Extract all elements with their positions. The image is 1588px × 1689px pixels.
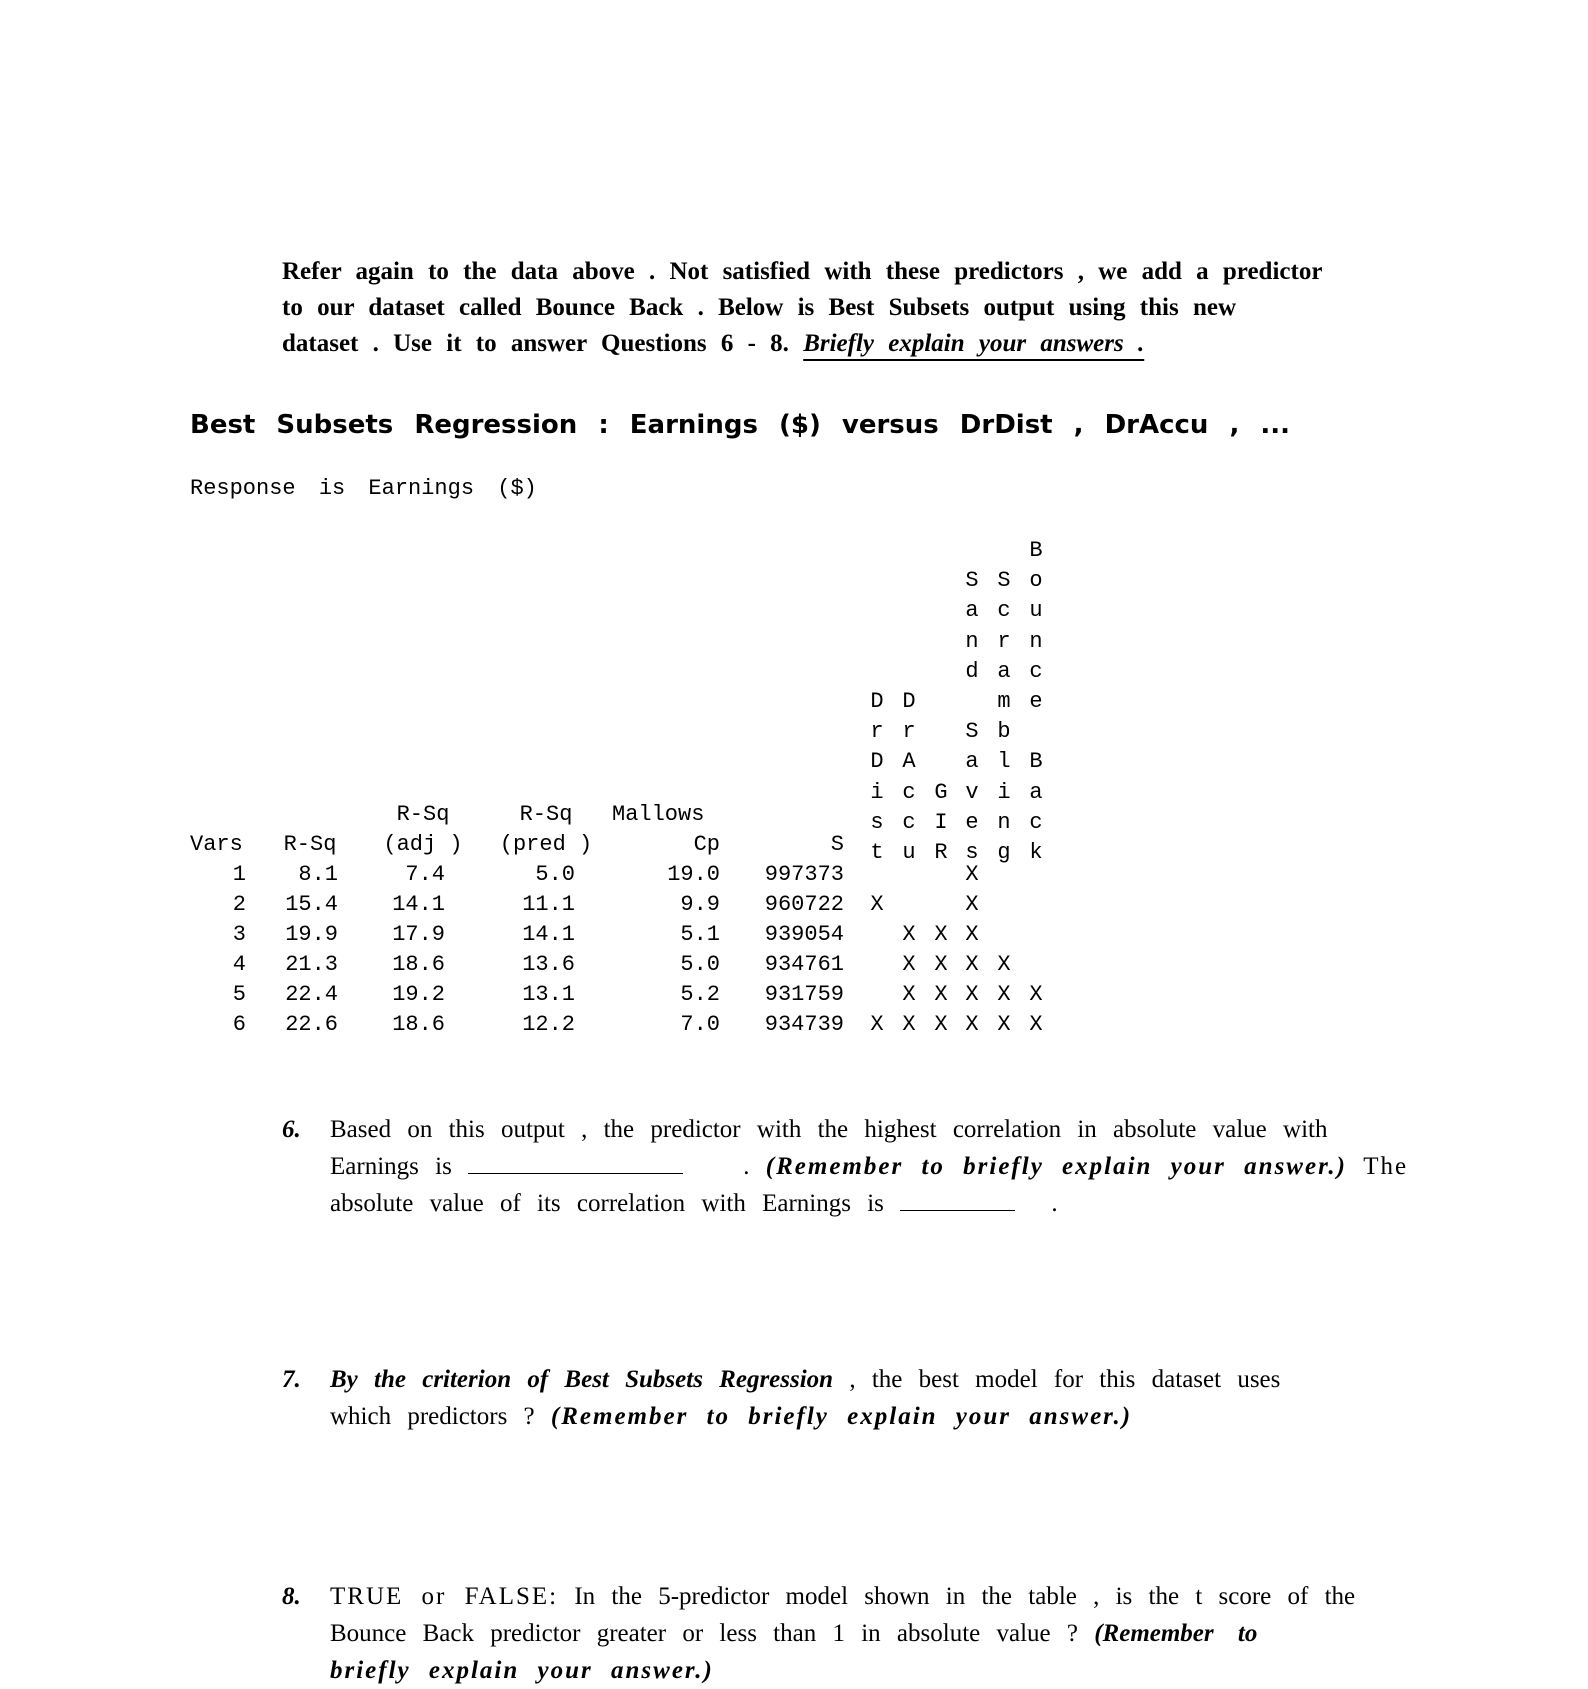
question-7-line-1 bbox=[330, 1361, 1412, 1398]
question-6 bbox=[282, 1111, 1412, 1222]
predictor-header-char: d bbox=[965, 658, 979, 684]
cell-rsq-pred: 13.1 bbox=[522, 982, 575, 1007]
predictor-header-char: r bbox=[902, 719, 916, 745]
question-7-text-b: which predictors ? bbox=[330, 1403, 535, 1430]
predictor-header-char: n bbox=[1029, 628, 1043, 654]
intro-line-3 bbox=[282, 326, 1402, 362]
question-6-line-1: Based on this output , the predictor with the highest correlation in absolute value with bbox=[330, 1116, 1328, 1143]
question-6-line-2 bbox=[330, 1148, 1412, 1185]
predictor-mark: X bbox=[965, 982, 979, 1007]
cell-vars: 5 bbox=[232, 982, 246, 1007]
predictor-header-char: a bbox=[965, 749, 979, 775]
predictor-header-char: c bbox=[1029, 658, 1043, 684]
predictor-mark: X bbox=[965, 892, 979, 917]
header-rsq-pred-top: R-Sq bbox=[519, 802, 573, 827]
cell-s: 931759 bbox=[764, 982, 844, 1007]
intro-line-2: to our dataset called Bounce Back . Below is Best Subsets output using this new bbox=[282, 294, 1237, 321]
header-rsq-pred-bottom: (pred ) bbox=[499, 832, 593, 857]
predictor-header-char: v bbox=[965, 779, 979, 805]
question-6-reminder: (Remember to briefly explain your answer.) bbox=[765, 1153, 1347, 1180]
predictor-header-char: a bbox=[997, 658, 1011, 684]
question-8-line-1 bbox=[330, 1578, 1412, 1615]
cell-cp: 19.0 bbox=[667, 862, 720, 887]
predictor-header-char: u bbox=[902, 840, 916, 865]
header-rsq-adj-top: R-Sq bbox=[396, 802, 450, 827]
header-rsq: R-Sq bbox=[283, 832, 337, 857]
question-6-line-3 bbox=[330, 1185, 1412, 1222]
predictor-mark: X bbox=[934, 952, 948, 977]
question-8-line-2 bbox=[330, 1615, 1412, 1652]
predictor-mark: X bbox=[934, 1012, 948, 1037]
predictor-header-char: a bbox=[965, 598, 979, 624]
predictor-mark: X bbox=[870, 892, 884, 917]
cell-rsq: 22.4 bbox=[285, 982, 338, 1007]
predictor-mark: X bbox=[902, 922, 916, 947]
question-7 bbox=[282, 1361, 1412, 1435]
predictor-header-char: c bbox=[902, 779, 916, 805]
predictor-header-char: r bbox=[997, 628, 1011, 654]
predictor-mark: X bbox=[934, 982, 948, 1007]
question-6-period: . bbox=[743, 1153, 750, 1180]
predictor-header-char: a bbox=[1029, 779, 1043, 805]
question-6-number: 6. bbox=[282, 1116, 301, 1143]
cell-vars: 6 bbox=[232, 1012, 246, 1037]
predictor-header-char: B bbox=[1029, 538, 1043, 563]
question-7-line-2 bbox=[330, 1398, 1412, 1435]
header-s: S bbox=[830, 832, 844, 857]
cell-cp: 5.1 bbox=[680, 922, 720, 947]
predictor-header-char: o bbox=[1029, 568, 1043, 594]
predictor-header-char: A bbox=[902, 749, 916, 775]
question-7-text: , the best model for this dataset uses bbox=[849, 1366, 1281, 1393]
cell-s: 997373 bbox=[764, 862, 844, 887]
cell-rsq: 8.1 bbox=[298, 862, 338, 887]
predictor-header-char: c bbox=[1029, 809, 1043, 835]
predictor-mark: X bbox=[902, 952, 916, 977]
predictor-header-char: D bbox=[902, 689, 916, 714]
cell-s: 960722 bbox=[764, 892, 844, 917]
predictor-header-char: s bbox=[870, 809, 884, 835]
predictor-header-char: B bbox=[1029, 749, 1043, 775]
header-vars: Vars bbox=[190, 832, 243, 857]
cell-rsq-adj: 19.2 bbox=[392, 982, 445, 1007]
cell-rsq: 22.6 bbox=[285, 1012, 338, 1037]
cell-cp: 5.2 bbox=[680, 982, 720, 1007]
question-8-reminder-a: (Remember to bbox=[1094, 1620, 1258, 1647]
cell-vars: 2 bbox=[232, 892, 246, 917]
predictor-header-char: i bbox=[997, 779, 1011, 805]
response-line: Response is Earnings ($) bbox=[190, 476, 537, 501]
predictor-header-char: S bbox=[965, 719, 979, 745]
predictor-header-char: e bbox=[965, 809, 979, 835]
cell-s: 934761 bbox=[764, 952, 844, 977]
cell-cp: 5.0 bbox=[680, 952, 720, 977]
cell-rsq-adj: 7.4 bbox=[405, 862, 445, 887]
header-rsq-adj-bottom: (adj ) bbox=[383, 832, 463, 857]
predictor-mark: X bbox=[997, 952, 1011, 977]
predictor-header-char: r bbox=[870, 719, 884, 745]
question-6-text-a: Earnings is bbox=[330, 1153, 452, 1180]
cell-rsq-pred: 5.0 bbox=[535, 862, 575, 887]
cell-rsq: 15.4 bbox=[285, 892, 338, 917]
cell-vars: 1 bbox=[232, 862, 246, 887]
header-mallows-bottom: Cp bbox=[693, 832, 720, 857]
predictor-mark: X bbox=[997, 982, 1011, 1007]
cell-rsq: 21.3 bbox=[285, 952, 338, 977]
intro-line-1: Refer again to the data above . Not satisfied with these predictors , we add a predictor bbox=[282, 258, 1323, 285]
intro-paragraph bbox=[282, 254, 1402, 362]
predictor-header-char: k bbox=[1029, 840, 1043, 865]
predictor-mark: X bbox=[965, 862, 979, 887]
predictor-mark: X bbox=[1029, 1012, 1043, 1037]
predictor-header-char: G bbox=[934, 779, 948, 805]
predictor-header-char: e bbox=[1029, 689, 1043, 714]
cell-rsq-adj: 18.6 bbox=[392, 1012, 445, 1037]
predictor-mark: X bbox=[870, 1012, 884, 1037]
predictor-header-char: l bbox=[997, 749, 1011, 775]
question-7-emph: By the criterion of Best Subsets Regression bbox=[330, 1366, 834, 1393]
cell-vars: 4 bbox=[232, 952, 246, 977]
question-7-number: 7. bbox=[282, 1366, 301, 1393]
predictor-header-char: D bbox=[870, 689, 884, 714]
predictor-header-char: i bbox=[870, 779, 884, 805]
cell-rsq-adj: 17.9 bbox=[392, 922, 445, 947]
predictor-header-char: n bbox=[965, 628, 979, 654]
cell-rsq-pred: 11.1 bbox=[522, 892, 575, 917]
answer-blank-correlation[interactable] bbox=[900, 1188, 1015, 1211]
question-6-text-d: absolute value of its correlation with Earnings is bbox=[330, 1190, 884, 1217]
predictor-mark: X bbox=[965, 922, 979, 947]
question-7-reminder: (Remember to briefly explain your answer.) bbox=[550, 1403, 1133, 1430]
predictor-mark: X bbox=[902, 1012, 916, 1037]
cell-cp: 7.0 bbox=[680, 1012, 720, 1037]
cell-cp: 9.9 bbox=[680, 892, 720, 917]
predictor-header-char: s bbox=[965, 840, 979, 865]
predictor-header-char: D bbox=[870, 749, 884, 775]
cell-rsq-pred: 14.1 bbox=[522, 922, 575, 947]
predictor-mark: X bbox=[934, 922, 948, 947]
cell-rsq-adj: 18.6 bbox=[392, 952, 445, 977]
predictor-header-char: b bbox=[997, 719, 1011, 745]
question-6-text-c: The bbox=[1363, 1153, 1409, 1180]
predictor-header-char: S bbox=[997, 568, 1011, 594]
intro-instruction: Briefly explain your answers . bbox=[803, 330, 1145, 357]
question-8-text-b: Bounce Back predictor greater or less than 1 in absolute value ? bbox=[330, 1620, 1078, 1647]
predictor-header-char: n bbox=[997, 809, 1011, 835]
question-8-text: In the 5-predictor model shown in the table , is the t score of the bbox=[574, 1583, 1356, 1610]
intro-line-3-text: dataset . Use it to answer Questions 6 - 8. bbox=[282, 330, 789, 357]
question-8-line-3: briefly explain your answer.) bbox=[330, 1657, 714, 1684]
question-8-number: 8. bbox=[282, 1583, 301, 1610]
predictor-header-char: I bbox=[934, 809, 948, 835]
question-8 bbox=[282, 1578, 1412, 1689]
question-8-true-false: TRUE or FALSE: bbox=[330, 1583, 559, 1610]
question-6-period-2: . bbox=[1051, 1190, 1058, 1217]
cell-s: 934739 bbox=[764, 1012, 844, 1037]
predictor-mark: X bbox=[997, 1012, 1011, 1037]
cell-vars: 3 bbox=[232, 922, 246, 947]
cell-rsq-pred: 12.2 bbox=[522, 1012, 575, 1037]
predictor-mark: X bbox=[965, 1012, 979, 1037]
section-heading: Best Subsets Regression : Earnings ($) versus DrDist , DrAccu , ... bbox=[190, 410, 1291, 440]
predictor-header-char: c bbox=[902, 809, 916, 835]
predictor-mark: X bbox=[1029, 982, 1043, 1007]
header-mallows-top: Mallows bbox=[612, 802, 705, 827]
predictor-header-char: S bbox=[965, 568, 979, 594]
cell-rsq-adj: 14.1 bbox=[392, 892, 445, 917]
predictor-header-char: u bbox=[1029, 598, 1043, 624]
predictor-header-char: t bbox=[870, 840, 884, 865]
answer-blank-predictor[interactable] bbox=[468, 1151, 683, 1174]
predictor-header-char: c bbox=[997, 598, 1011, 624]
cell-s: 939054 bbox=[764, 922, 844, 947]
predictor-header-char: g bbox=[997, 840, 1011, 865]
cell-rsq-pred: 13.6 bbox=[522, 952, 575, 977]
predictor-mark: X bbox=[902, 982, 916, 1007]
predictor-header-char: m bbox=[997, 689, 1011, 714]
predictor-mark: X bbox=[965, 952, 979, 977]
predictor-header-char: R bbox=[934, 840, 948, 865]
cell-rsq: 19.9 bbox=[285, 922, 338, 947]
